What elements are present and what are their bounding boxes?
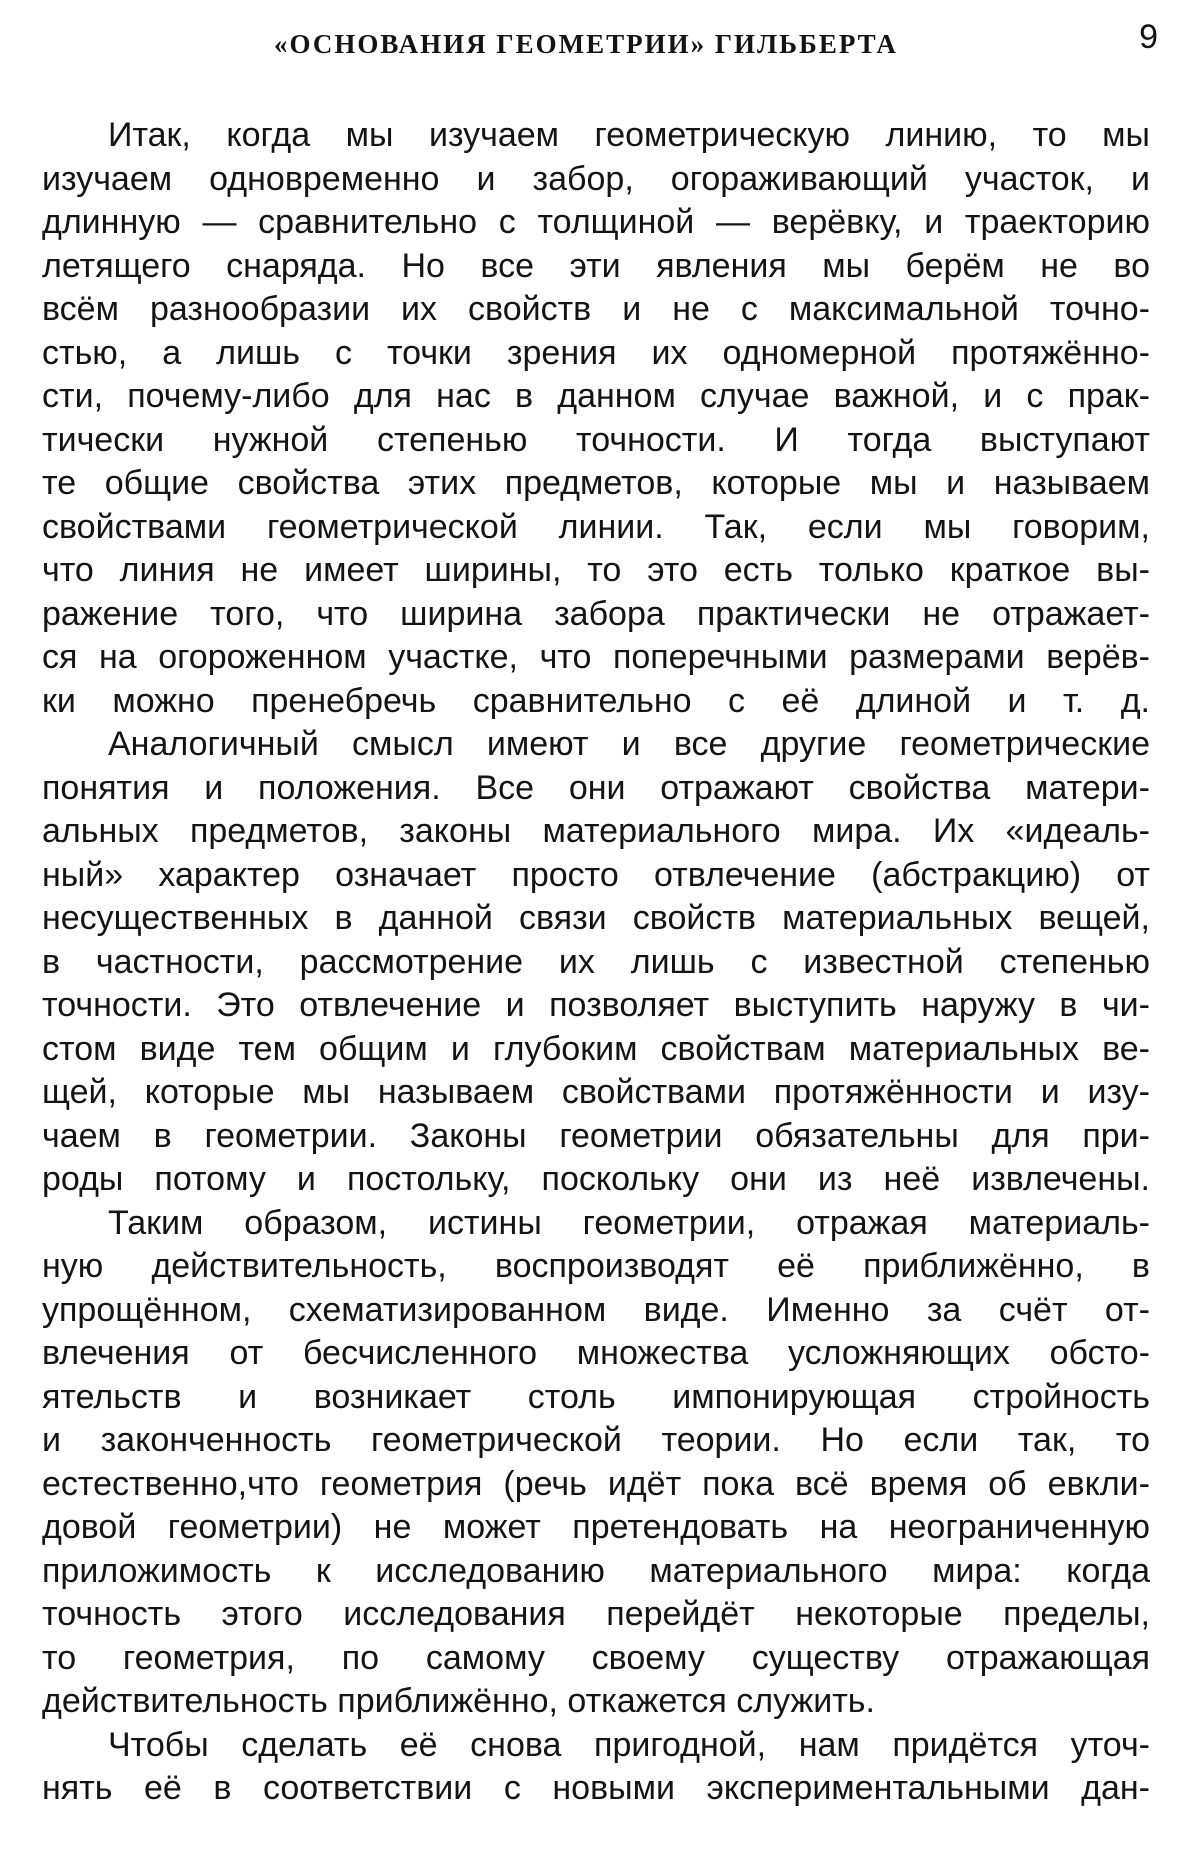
text-line: действительность приближённо, откажется служить. xyxy=(42,1682,875,1720)
running-head-title: «ОСНОВАНИЯ ГЕОМЕТРИИ» ГИЛЬБЕРТА xyxy=(274,29,898,59)
text-line: роды потому и постольку, поскольку они из неё извлечены. xyxy=(42,1160,1150,1198)
text-line: Итак, когда мы изучаем геометрическую линию, то мы xyxy=(108,116,1150,154)
text-line: ную действительность, воспроизводят её приближённо, в xyxy=(42,1247,1150,1285)
text-line: Чтобы сделать её снова пригодной, нам придётся уточ- xyxy=(108,1725,1150,1764)
text-line: влечения от бесчисленного множества усложняющих обсто- xyxy=(42,1334,1150,1372)
text-line: сти, почему-либо для нас в данном случае важной, и с прак- xyxy=(42,377,1150,415)
text-line: в частности, рассмотрение их лишь с известной степенью xyxy=(42,942,1150,981)
text-line: Таким образом, истины геометрии, отражая материаль- xyxy=(108,1203,1150,1242)
text-line: точности. Это отвлечение и позволяет выступить наружу в чи- xyxy=(42,986,1150,1024)
text-line: щей, которые мы называем свойствами протяжённости и изу- xyxy=(42,1073,1150,1111)
text-line: несущественных в данной связи свойств материальных вещей, xyxy=(42,899,1150,937)
page-number: 9 xyxy=(1139,18,1158,56)
text-line: стью, а лишь с точки зрения их одномерной протяжённо- xyxy=(42,333,1150,372)
text-line: альных предметов, законы материального мира. Их «идеаль- xyxy=(42,812,1150,850)
text-line: свойствами геометрической линии. Так, если мы говорим, xyxy=(42,507,1150,546)
text-line: довой геометрии) не может претендовать на неограниченную xyxy=(42,1508,1150,1546)
text-line: то геометрия, по самому своему существу отражающая xyxy=(42,1638,1150,1677)
text-line: стом виде тем общим и глубоким свойствам материальных ве- xyxy=(42,1029,1150,1068)
text-line: чаем в геометрии. Законы геометрии обязательны для при- xyxy=(42,1116,1150,1155)
text-line: приложимость к исследованию материального мира: когда xyxy=(42,1551,1150,1590)
text-line: точность этого исследования перейдёт некоторые пределы, xyxy=(42,1595,1150,1633)
text-line: понятия и положения. Все они отражают свойства матери- xyxy=(42,768,1150,807)
text-line: и законченность геометрической теории. Но если так, то xyxy=(42,1421,1150,1459)
text-line: всём разнообразии их свойств и не с максимальной точно- xyxy=(42,290,1150,328)
text-line: летящего снаряда. Но все эти явления мы берём не во xyxy=(42,246,1150,285)
text-line: длинную — сравнительно с толщиной — верёвку, и траекторию xyxy=(42,203,1150,241)
text-line: те общие свойства этих предметов, которые мы и называем xyxy=(42,464,1150,502)
text-line: ражение того, что ширина забора практически не отражает- xyxy=(42,594,1150,633)
text-line: что линия не имеет ширины, то это есть только краткое вы- xyxy=(42,551,1150,589)
text-line: упрощённом, схематизированном виде. Именно за счёт от- xyxy=(42,1290,1150,1329)
text-line: тически нужной степенью точности. И тогда выступают xyxy=(42,420,1150,459)
body-text xyxy=(42,114,1150,1811)
text-line: ный» характер означает просто отвлечение (абстракцию) от xyxy=(42,855,1150,894)
text-line: ятельств и возникает столь импонирующая стройность xyxy=(42,1377,1150,1416)
text-line: ся на огороженном участке, что поперечными размерами верёв- xyxy=(42,638,1150,676)
text-line: ки можно пренебречь сравнительно с её длиной и т. д. xyxy=(42,681,1150,720)
text-line: естественно,что геометрия (речь идёт пока всё время об евкли- xyxy=(42,1464,1150,1503)
text-line: нять её в соответствии с новыми экспериментальными дан- xyxy=(42,1769,1150,1807)
text-line: Аналогичный смысл имеют и все другие геометрические xyxy=(108,725,1150,763)
text-line: изучаем одновременно и забор, огораживающий участок, и xyxy=(42,159,1150,198)
